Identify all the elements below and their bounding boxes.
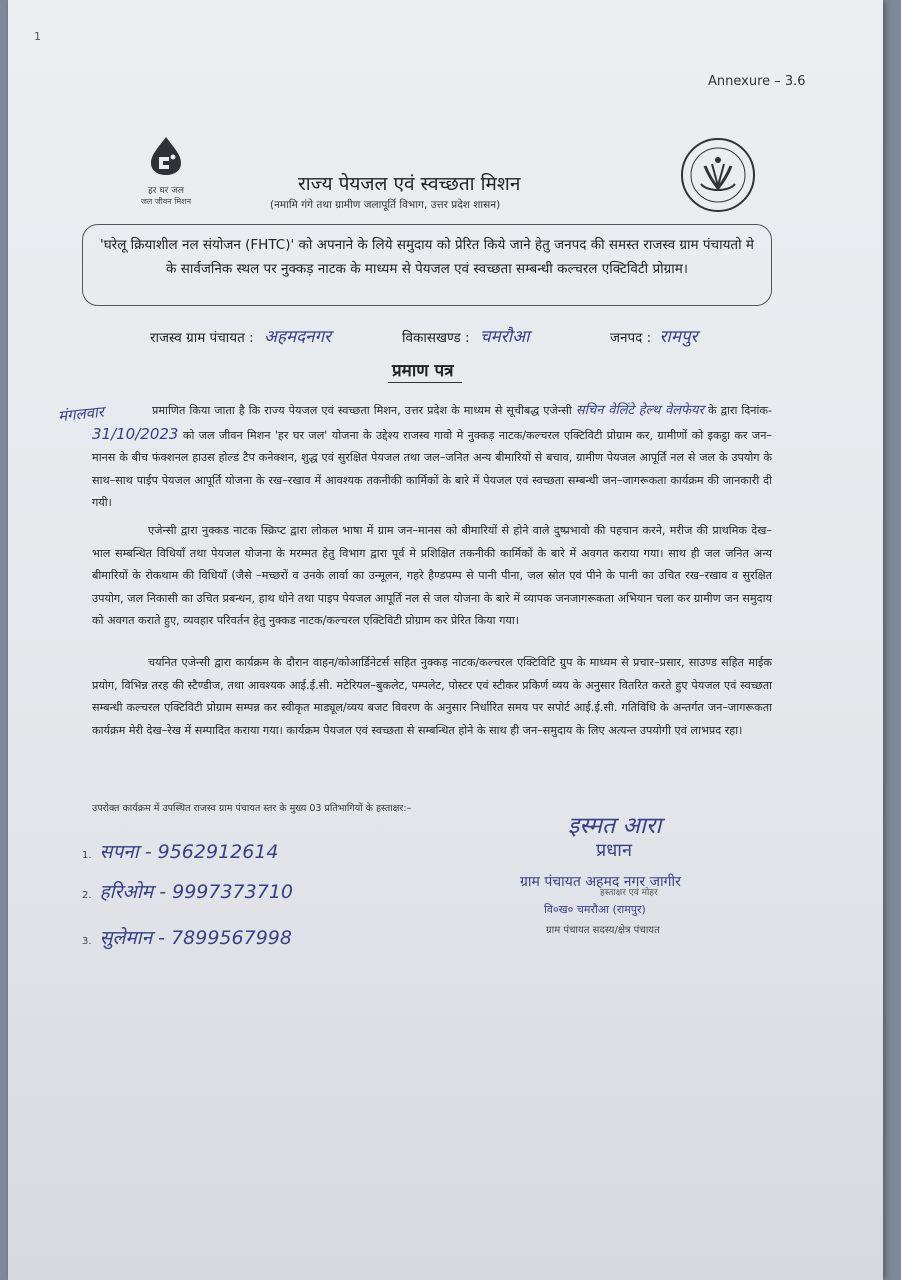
paragraph-2: एजेन्सी द्वारा नुक्कड नाटक स्क्रिप्ट द्वारा लोकल भाषा में ग्राम जन–मानस को बीमारियों से होने वाले दुष्प्रभावो की पहचान करने, मरीज की प्राथमिक देख–भाल सम्बन्धित विधियाँ तथा पेयजल योजना के मरम्मत हेतु विभाग द्वारा पूर्व मे प्रशिक्षित तकनीकी कार्मिकों के बारे में अवगत कराया गया। साथ ही जल जनित अन्य बीमारियों के रोकथाम की विधियाँ (जैसे –मच्छरों व उनके लार्वा का उन्मूलन, गहरे हैण्डपम्प से पानी पीना, जल स्रोत एवं पीने के पानी का उचित रख–रखाव व सुरक्षित उपयोग, जल निकासी का उचित प्रबन्धन, हाथ धोने तथा पाइप पेयजल आपूर्ति नल से जल योजना के बारे में व्यापक जनजागरूकता अभियान चला कर ग्रामीण जन समुदाय को अवगत कराते हुए, व्यवहार परिवर्तन हेतु नुक्कड नाटक/कल्चरल एक्टिविटी प्रोग्राम कर प्रेरित किया गया। (92, 524, 772, 627)
har-ghar-jal-logo (126, 135, 206, 207)
block-label: विकासखण्ड : (402, 330, 470, 346)
logo-tagline-2: जल जीवन मिशन (140, 197, 192, 206)
district-value: रामपुर (659, 327, 698, 347)
district-label: जनपद : (610, 330, 652, 346)
participant-entry: हरिओम - 9997373710 (99, 881, 293, 903)
page-number: 1 (34, 30, 41, 43)
program-title-box (82, 224, 772, 306)
pradhan-title: प्रधान (596, 840, 632, 861)
logo-tagline-1: हर घर जल (148, 186, 184, 196)
participant-number: 1. (82, 850, 92, 861)
handwritten-date: 31/10/2023 (92, 424, 179, 443)
margin-handwritten-note: मंगलवार (57, 402, 105, 426)
paragraph-1 (92, 400, 772, 515)
participant-entry: सुलेमान - 7899567998 (99, 927, 292, 949)
participants-note: उपरोक्त कार्यक्रम में उपस्थित राजस्व ग्राम पंचायत स्तर के मुख्य 03 प्रतिभागियों के हस्ताक्षर:– (92, 803, 412, 814)
mission-subtitle: (नमामि गंगे तथा ग्रामीण जलापूर्ति विभाग, उत्तर प्रदेश शासन) (270, 199, 501, 211)
water-drop-icon (143, 135, 189, 177)
participant-signature-1 (82, 838, 279, 864)
program-title: 'घरेलू क्रियाशील नल संयोजन (FHTC)' को अपनाने के लिये समुदाय को प्रेरित किये जाने हेतु जनपद की समस्त राजस्व ग्राम पंचायतो मे के सार्वजनिक स्थल पर नुक्कड़ नाटक के माध्यम से पेयजल एवं स्वच्छता सम्बन्धी कल्चरल एक्टिविटी प्रोग्राम। (99, 237, 754, 277)
panchayat-stamp-line-2: वि०ख० चमरौआ (रामपुर) (544, 903, 646, 916)
block-value: चमरौआ (479, 327, 530, 347)
gram-panchayat-label: राजस्व ग्राम पंचायत : (150, 330, 254, 346)
panchayat-stamp-line-1: ग्राम पंचायत अहमद नगर जागीर (520, 874, 681, 890)
participant-number: 3. (82, 936, 92, 947)
gram-panchayat-field (150, 324, 331, 347)
mission-title: राज्य पेयजल एवं स्वच्छता मिशन (298, 173, 521, 195)
certificate-page (8, 0, 883, 1280)
participant-signature-2 (82, 878, 293, 904)
handwritten-agency-name: सचिन वेलिंटे हेल्थ वेलफेयर (575, 403, 704, 418)
paragraph-1-part-3: को जल जीवन मिशन 'हर घर जल' योजना के उद्देश्य राजस्व गावो मे नुक्कड़ नाटक/कल्चरल एक्टिविटी प्रोग्राम कर, ग्रामीणों को इकट्ठा कर जन–मानस के बीच फंक्शनल हाउस होल्ड टैप कनेक्शन, शुद्ध एवं सुरक्षित पेयजल तथा जल–जनित अन्य बीमारियों से बचाव, ग्रामीण पेयजल आपूर्ति नल से जल के उपयोग के साथ–साथ पाईप पेयजल आपूर्ति योजना के रख–रखाव में आवश्यक तकनीकी कार्मिकों के बारे में पेयजल एवं स्वच्छता सम्बन्धी जन–जागरूकता कार्यक्रम की जानकारी दी गयी। (92, 428, 772, 509)
designation-label: ग्राम पंचायत सदस्य/क्षेत्र पंचायत (546, 925, 660, 936)
paragraph-3: चयनित एजेन्सी द्वारा कार्यक्रम के दौरान वाहन/कोआर्डिनेटर्स सहित नुक्कड़ नाटक/कल्चरल एक्टिविटि ग्रुप के माध्यम से प्रचार–प्रसार, साउण्ड सहित माईक प्रयोग, विभिन्न तरह की स्टैण्डीज, तथा आवश्यक आई.ई.सी. मटेरियल–बुकलेट, पम्पलेट, पोस्टर एवं स्टीकर प्रकिर्ण व्यय के अनुसार वितरित करते हुए पेयजल एवं स्वच्छता सम्बन्धी कल्चरल एक्टिविटी प्रोग्राम सम्पन्न कर स्वीकृत माड्यूल/व्यय बजट विवरण के अनुसार निर्धारित समय पर सपोर्ट आई.ई.सी. गतिविधि के अन्तर्गत जन–जागरूकता कार्यक्रम मेरी देख–रेख में सम्पादित कराया गया। कार्यक्रम पेयजल एवं स्वच्छता से सम्बन्धित होने के साथ ही जन–समुदाय के लिए अत्यन्त उपयोगी एवं लाभप्रद रहा। (92, 656, 772, 737)
paragraph-1-part-2: के द्वारा दिनांक- (707, 404, 772, 417)
gram-panchayat-value: अहमदनगर (263, 327, 332, 347)
block-field (402, 324, 530, 347)
pradhan-handwritten-signature: इस्मत आरा (568, 813, 662, 839)
certificate-title: प्रमाण पत्र (388, 358, 462, 383)
participant-entry: सपना - 9562912614 (99, 841, 279, 863)
participant-signature-3 (82, 924, 292, 950)
up-government-emblem-icon (679, 136, 757, 214)
annexure-label: Annexure – 3.6 (708, 74, 806, 89)
district-field (610, 324, 698, 347)
paragraph-1-part-1: प्रमाणित किया जाता है कि राज्य पेयजल एवं स्वच्छता मिशन, उत्तर प्रदेश के माध्यम से सूचीबद्ध एजेन्सी (152, 404, 572, 417)
signature-seal-label: हस्ताक्षर एवं मोहर (600, 888, 658, 898)
participant-number: 2. (82, 890, 92, 901)
